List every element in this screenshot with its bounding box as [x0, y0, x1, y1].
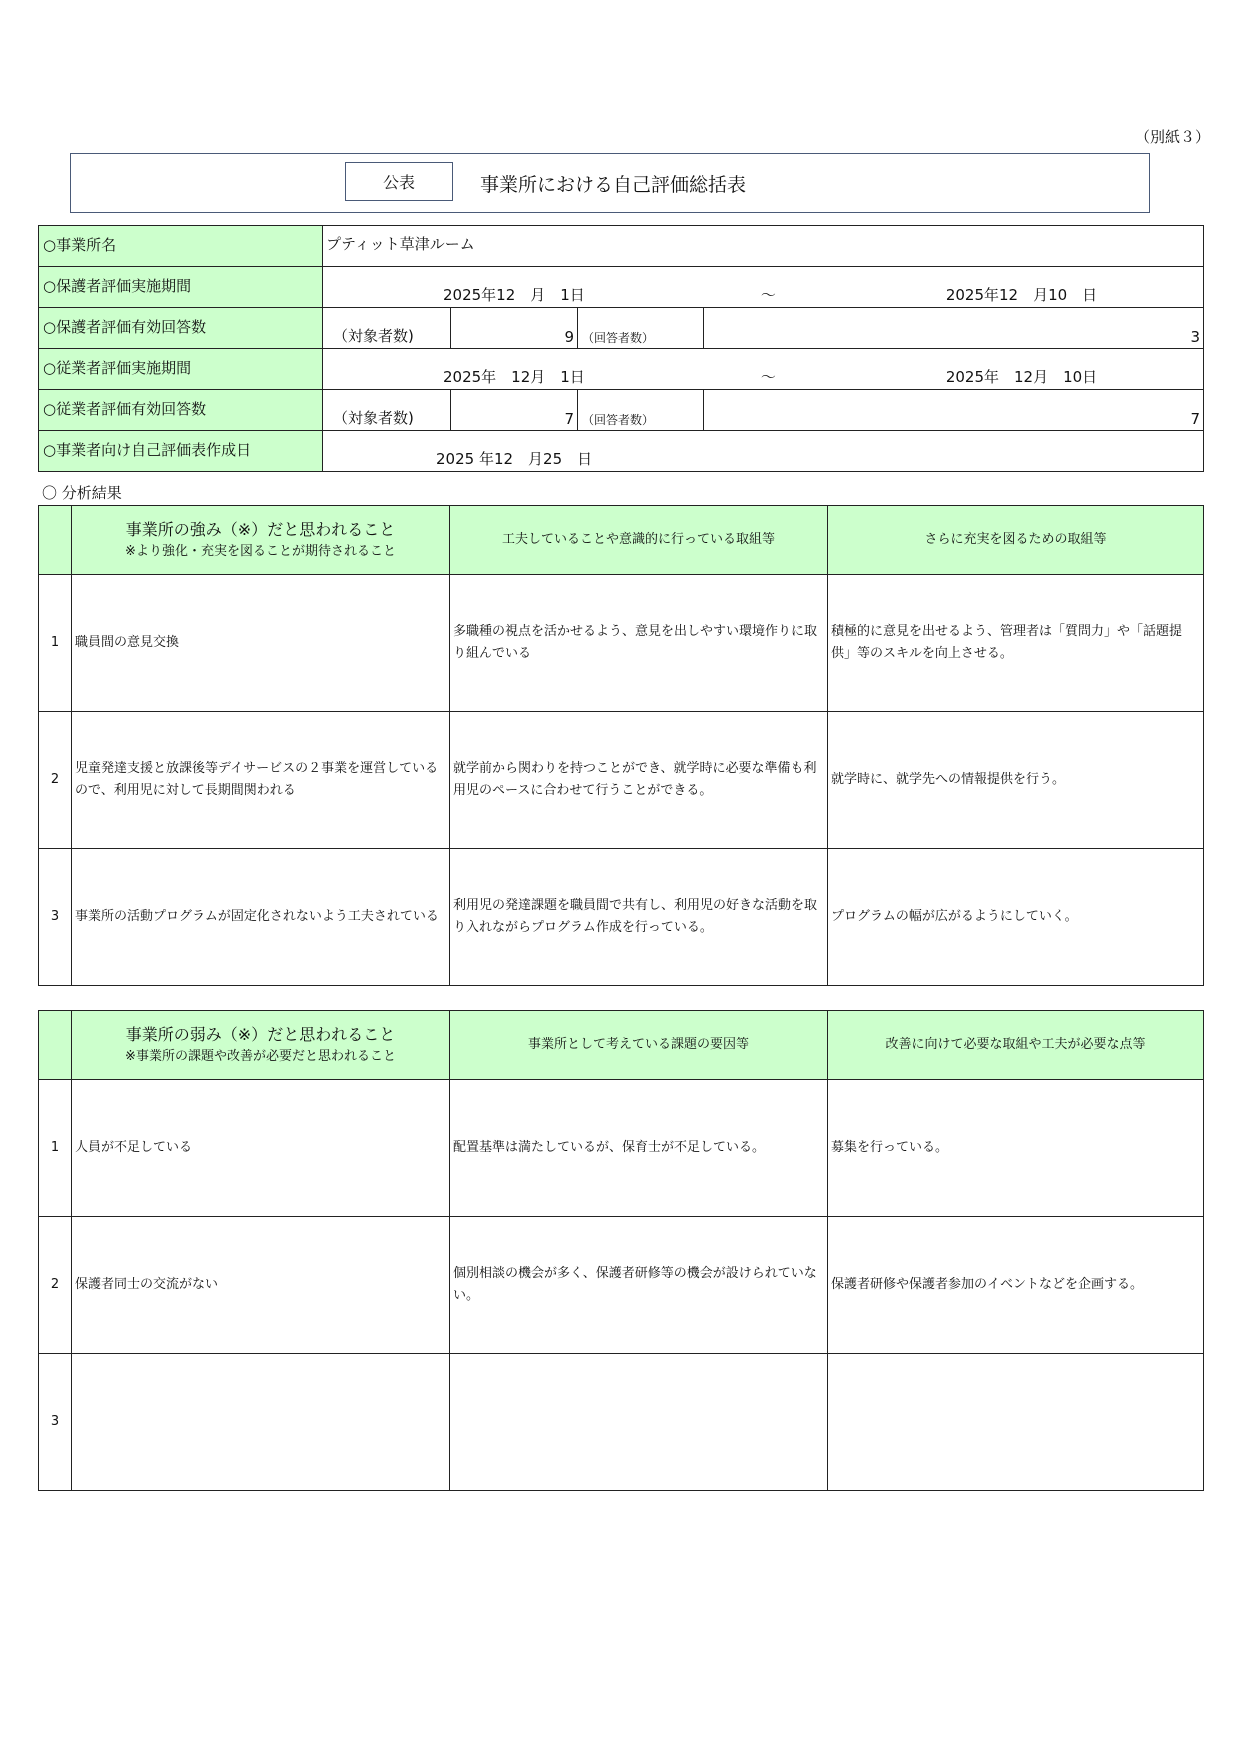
header-blank [39, 506, 72, 575]
parent-answer-cell [704, 308, 1204, 349]
parent-count-row [39, 308, 1204, 349]
row-number: 2 [39, 712, 72, 849]
weakness-cause [450, 1354, 828, 1491]
weakness-item: 保護者同士の交流がない [72, 1217, 450, 1354]
staff-target-value: 7 [564, 410, 574, 428]
strength-item: 職員間の意見交換 [72, 575, 450, 712]
staff-count-row [39, 390, 1204, 431]
staff-period-row [39, 349, 1204, 390]
created-date-cell [323, 431, 1204, 472]
weaknesses-col1-title: 事業所の弱み（※）だと思われること [125, 1025, 396, 1044]
weakness-improvement: 募集を行っている。 [828, 1080, 1204, 1217]
row-number: 2 [39, 1217, 72, 1354]
weakness-cause: 個別相談の機会が多く、保護者研修等の機会が設けられていない。 [450, 1217, 828, 1354]
parent-target-value: 9 [564, 328, 574, 346]
office-name-value: プティット草津ルーム [323, 226, 1204, 267]
table-row [39, 849, 1204, 986]
header-blank [39, 1011, 72, 1080]
staff-target-label: （対象者数) [333, 409, 414, 427]
staff-count-label: ○従業者評価有効回答数 [39, 390, 323, 431]
strengths-table [38, 505, 1204, 986]
parent-answer-label-cell [578, 308, 704, 349]
public-badge: 公表 [345, 162, 453, 201]
row-number: 3 [39, 849, 72, 986]
strength-item: 事業所の活動プログラムが固定化されないよう工夫されている [72, 849, 450, 986]
strength-next: プログラムの幅が広がるようにしていく。 [828, 849, 1204, 986]
row-number: 3 [39, 1354, 72, 1491]
weaknesses-col2-header: 事業所として考えている課題の要因等 [450, 1011, 828, 1080]
parent-target-label: （対象者数) [333, 327, 414, 345]
strengths-col1-title: 事業所の強み（※）だと思われること [125, 520, 396, 539]
parent-period-tilde: ～ [760, 286, 776, 304]
strengths-col2-header: 工夫していることや意識的に行っている取組等 [450, 506, 828, 575]
row-number: 1 [39, 575, 72, 712]
weaknesses-table [38, 1010, 1204, 1491]
parent-period-cell [323, 267, 1204, 308]
office-name-label: ○事業所名 [39, 226, 323, 267]
strength-effort: 利用児の発達課題を職員間で共有し、利用児の好きな活動を取り入れながらプログラム作成を行っている。 [450, 849, 828, 986]
document-title: 事業所における自己評価総括表 [480, 174, 747, 196]
staff-period-cell [323, 349, 1204, 390]
parent-answer-value: 3 [1190, 328, 1200, 346]
weakness-improvement: 保護者研修や保護者参加のイベントなどを企画する。 [828, 1217, 1204, 1354]
staff-period-label: ○従業者評価実施期間 [39, 349, 323, 390]
parent-answer-label: （回答者数） [582, 331, 655, 345]
strengths-col1-note: ※より強化・充実を図ることが期待されること [125, 544, 396, 559]
table-row [39, 575, 1204, 712]
staff-period-end: 2025年 12月 10日 [945, 368, 1098, 386]
strengths-header-row [39, 506, 1204, 575]
analysis-label: 〇 分析結果 [42, 484, 122, 502]
parent-period-end: 2025年12 月10 日 [945, 286, 1098, 304]
staff-target-cell [451, 390, 578, 431]
created-date-value: 2025 年12 月25 日 [436, 450, 593, 468]
staff-answer-label-cell [578, 390, 704, 431]
staff-answer-cell [704, 390, 1204, 431]
weaknesses-col1-note: ※事業所の課題や改善が必要だと思われること [125, 1049, 396, 1064]
staff-answer-label: （回答者数） [582, 413, 655, 427]
staff-period-start: 2025年 12月 1日 [443, 368, 585, 386]
strength-item: 児童発達支援と放課後等デイサービスの２事業を運営しているので、利用児に対して長期間関われる [72, 712, 450, 849]
strength-effort: 就学前から関わりを持つことができ、就学時に必要な準備も利用児のペースに合わせて行うことができる。 [450, 712, 828, 849]
created-date-row [39, 431, 1204, 472]
strength-next: 積極的に意見を出せるよう、管理者は「質問力」や「話題提供」等のスキルを向上させる。 [828, 575, 1204, 712]
office-name-row [39, 226, 1204, 267]
staff-target-label-cell [323, 390, 451, 431]
weakness-item [72, 1354, 450, 1491]
table-row [39, 1080, 1204, 1217]
parent-target-label-cell [323, 308, 451, 349]
strengths-col3-header: さらに充実を図るための取組等 [828, 506, 1204, 575]
strengths-col1-header [72, 506, 450, 575]
parent-period-label: ○保護者評価実施期間 [39, 267, 323, 308]
table-row [39, 712, 1204, 849]
weakness-cause: 配置基準は満たしているが、保育士が不足している。 [450, 1080, 828, 1217]
parent-target-cell [451, 308, 578, 349]
weaknesses-col1-header [72, 1011, 450, 1080]
annex-label: （別紙３） [1135, 128, 1211, 146]
weakness-improvement [828, 1354, 1204, 1491]
parent-period-row [39, 267, 1204, 308]
row-number: 1 [39, 1080, 72, 1217]
strength-next: 就学時に、就学先への情報提供を行う。 [828, 712, 1204, 849]
staff-period-tilde: ～ [760, 368, 776, 386]
weaknesses-col3-header: 改善に向けて必要な取組や工夫が必要な点等 [828, 1011, 1204, 1080]
weaknesses-header-row [39, 1011, 1204, 1080]
table-row [39, 1217, 1204, 1354]
weakness-item: 人員が不足している [72, 1080, 450, 1217]
office-info-table [38, 225, 1204, 472]
strength-effort: 多職種の視点を活かせるよう、意見を出しやすい環境作りに取り組んでいる [450, 575, 828, 712]
staff-answer-value: 7 [1190, 410, 1200, 428]
parent-period-start: 2025年12 月 1日 [443, 286, 585, 304]
table-row [39, 1354, 1204, 1491]
parent-count-label: ○保護者評価有効回答数 [39, 308, 323, 349]
created-date-label: ○事業者向け自己評価表作成日 [39, 431, 323, 472]
